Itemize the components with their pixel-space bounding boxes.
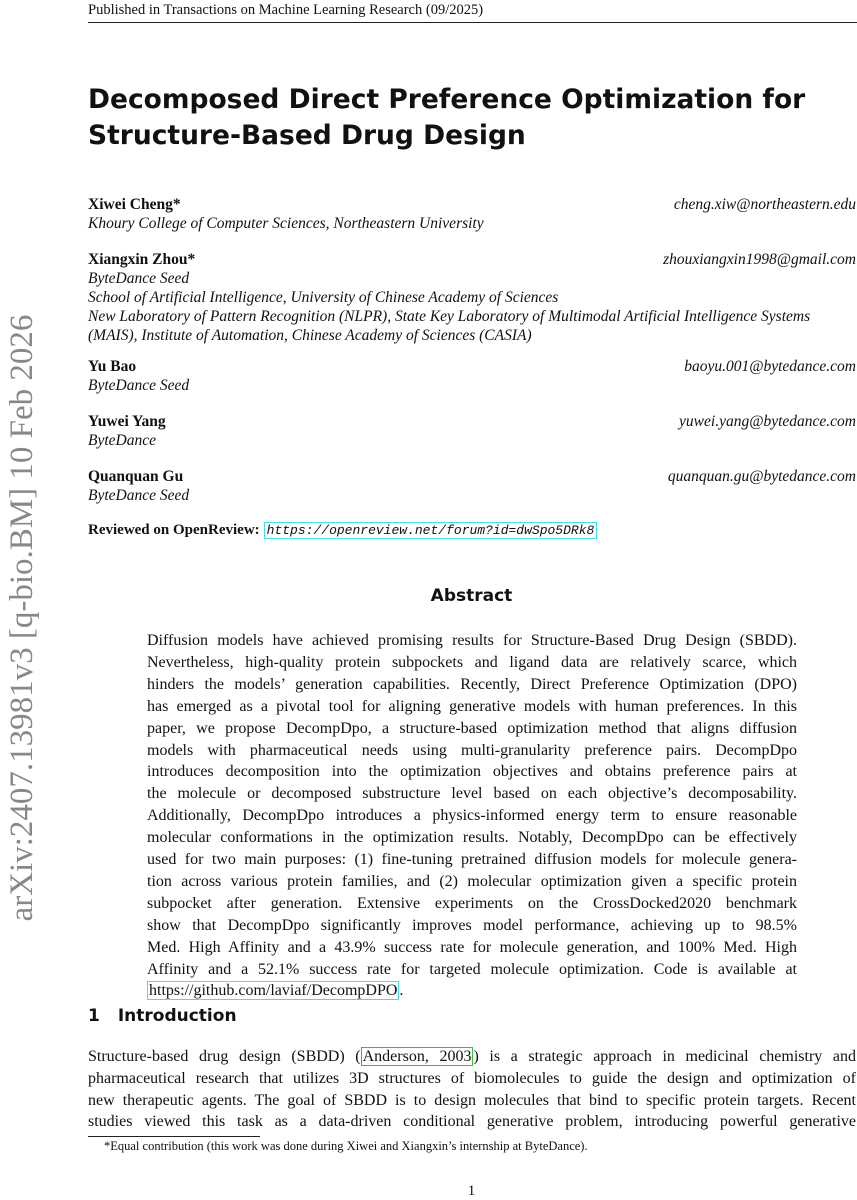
arxiv-identifier: arXiv:2407.13981v3 [q-bio.BM] 10 Feb 2026 bbox=[4, 314, 40, 922]
abstract-line bbox=[147, 981, 797, 1001]
author-email[interactable]: quanquan.gu@bytedance.com bbox=[667, 468, 856, 485]
intro-text: ) is a strategic approach in medicinal chemistry and bbox=[473, 1048, 857, 1065]
author-affiliation: ByteDance Seed bbox=[88, 487, 190, 504]
abstract-line: has emerged as a pivotal tool for aligning generative models with human preferences. In this bbox=[147, 697, 797, 715]
footnote-rule bbox=[88, 1136, 260, 1137]
author-name: Xiwei Cheng* bbox=[88, 196, 181, 213]
title-line: Structure-Based Drug Design bbox=[88, 120, 526, 151]
author-affiliation: School of Artificial Intelligence, University of Chinese Academy of Sciences bbox=[88, 289, 559, 306]
intro-line: studies viewed this task as a data-driven conditional generative problem, introducing powerful generative bbox=[88, 1113, 856, 1130]
abstract-line: used for two main purposes: (1) fine-tuning pretrained diffusion models for molecule genera- bbox=[147, 851, 797, 868]
section-title: Introduction bbox=[117, 1006, 237, 1026]
intro-text: Structure-based drug design (SBDD) ( bbox=[88, 1048, 361, 1065]
running-header: Published in Transactions on Machine Learning Research (09/2025) bbox=[88, 0, 857, 23]
abstract-line: molecular conformations in the optimization results. Notably, DecompDpo can be effectively bbox=[147, 829, 797, 847]
author-block bbox=[88, 195, 856, 233]
footnote: *Equal contribution (this work was done during Xiwei and Xiangxin’s internship at ByteDance). bbox=[104, 1139, 588, 1153]
abstract-line: tion across various protein families, and (2) molecular optimization given a specific protein bbox=[147, 872, 797, 890]
abstract-line: hinders the models’ generation capabilities. Recently, Direct Preference Optimization (DPO) bbox=[147, 675, 797, 693]
author-name: Xiangxin Zhou* bbox=[88, 251, 196, 268]
author-block bbox=[88, 412, 856, 450]
author-affiliation: Khoury College of Computer Sciences, Northeastern University bbox=[88, 215, 484, 232]
author-block bbox=[88, 250, 856, 345]
abstract-line: subpocket after generation. Extensive experiments on the CrossDocked2020 benchmark bbox=[147, 894, 797, 912]
section-heading-introduction bbox=[88, 1006, 255, 1026]
openreview-label: Reviewed on OpenReview: bbox=[88, 522, 260, 538]
abstract-heading: Abstract bbox=[430, 586, 513, 606]
abstract-line: Additionally, DecompDpo introduces a physics-informed energy term to ensure reasonable bbox=[147, 807, 797, 825]
author-affiliation: ByteDance Seed bbox=[88, 270, 190, 287]
intro-line bbox=[88, 1047, 856, 1067]
author-block bbox=[88, 467, 856, 505]
abstract-line: show that DecompDpo significantly improves model performance, achieving up to 98.5% bbox=[147, 916, 797, 934]
author-affiliation: New Laboratory of Pattern Recognition (NLPR), State Key Laboratory of Multimodal Artificial Intelligence Systems bbox=[88, 308, 811, 325]
openreview-link[interactable]: https://openreview.net/forum?id=dwSpo5DRk8 bbox=[264, 522, 598, 539]
page-number: 1 bbox=[467, 1183, 476, 1199]
abstract-line: Diffusion models have achieved promising results for Structure-Based Drug Design (SBDD). bbox=[147, 632, 797, 649]
author-name: Yu Bao bbox=[88, 358, 137, 375]
author-block bbox=[88, 357, 856, 395]
abstract-line: paper, we propose DecompDpo, a structure-based optimization method that aligns diffusion bbox=[147, 719, 797, 737]
abstract-line: the molecule or decomposed substructure level based on each objective’s decomposability. bbox=[147, 785, 797, 803]
author-email[interactable]: baoyu.001@bytedance.com bbox=[684, 358, 856, 375]
openreview-line bbox=[88, 522, 597, 539]
code-link[interactable]: https://github.com/laviaf/DecompDPO bbox=[149, 982, 398, 1000]
section-number: 1 bbox=[88, 1006, 100, 1026]
author-name: Quanquan Gu bbox=[88, 468, 184, 485]
abstract-line: introduces decomposition into the optimization objectives and obtains preference pairs at bbox=[147, 763, 797, 781]
author-email[interactable]: yuwei.yang@bytedance.com bbox=[679, 413, 856, 430]
abstract-line: Nevertheless, high-quality protein subpockets and ligand data are relatively scarce, which bbox=[147, 653, 797, 671]
author-affiliation: ByteDance Seed bbox=[88, 377, 190, 394]
abstract-line: models with pharmaceutical needs using multi-granularity preference pairs. DecompDpo bbox=[147, 741, 797, 759]
citation-link[interactable]: Anderson, 2003 bbox=[362, 1048, 472, 1065]
paper-title bbox=[88, 82, 805, 154]
abstract-line: Med. High Affinity and a 43.9% success rate for molecule generation, and 100% Med. High bbox=[147, 938, 797, 956]
title-line: Decomposed Direct Preference Optimization for bbox=[88, 84, 806, 115]
author-name: Yuwei Yang bbox=[88, 413, 166, 430]
intro-line: new therapeutic agents. The goal of SBDD is to design molecules that bind to specific protein targets. Recent bbox=[88, 1091, 856, 1109]
intro-line: pharmaceutical research that utilizes 3D structures of biomolecules to guide the design and optimization of bbox=[88, 1070, 856, 1087]
author-affiliation: (MAIS), Institute of Automation, Chinese Academy of Sciences (CASIA) bbox=[88, 327, 532, 344]
author-affiliation: ByteDance bbox=[88, 432, 156, 449]
abstract-line: Affinity and a 52.1% success rate for targeted molecule optimization. Code is available at bbox=[147, 960, 797, 978]
link-suffix: . bbox=[399, 982, 404, 1000]
author-email[interactable]: zhouxiangxin1998@gmail.com bbox=[663, 251, 856, 268]
author-email[interactable]: cheng.xiw@northeastern.edu bbox=[673, 196, 856, 213]
